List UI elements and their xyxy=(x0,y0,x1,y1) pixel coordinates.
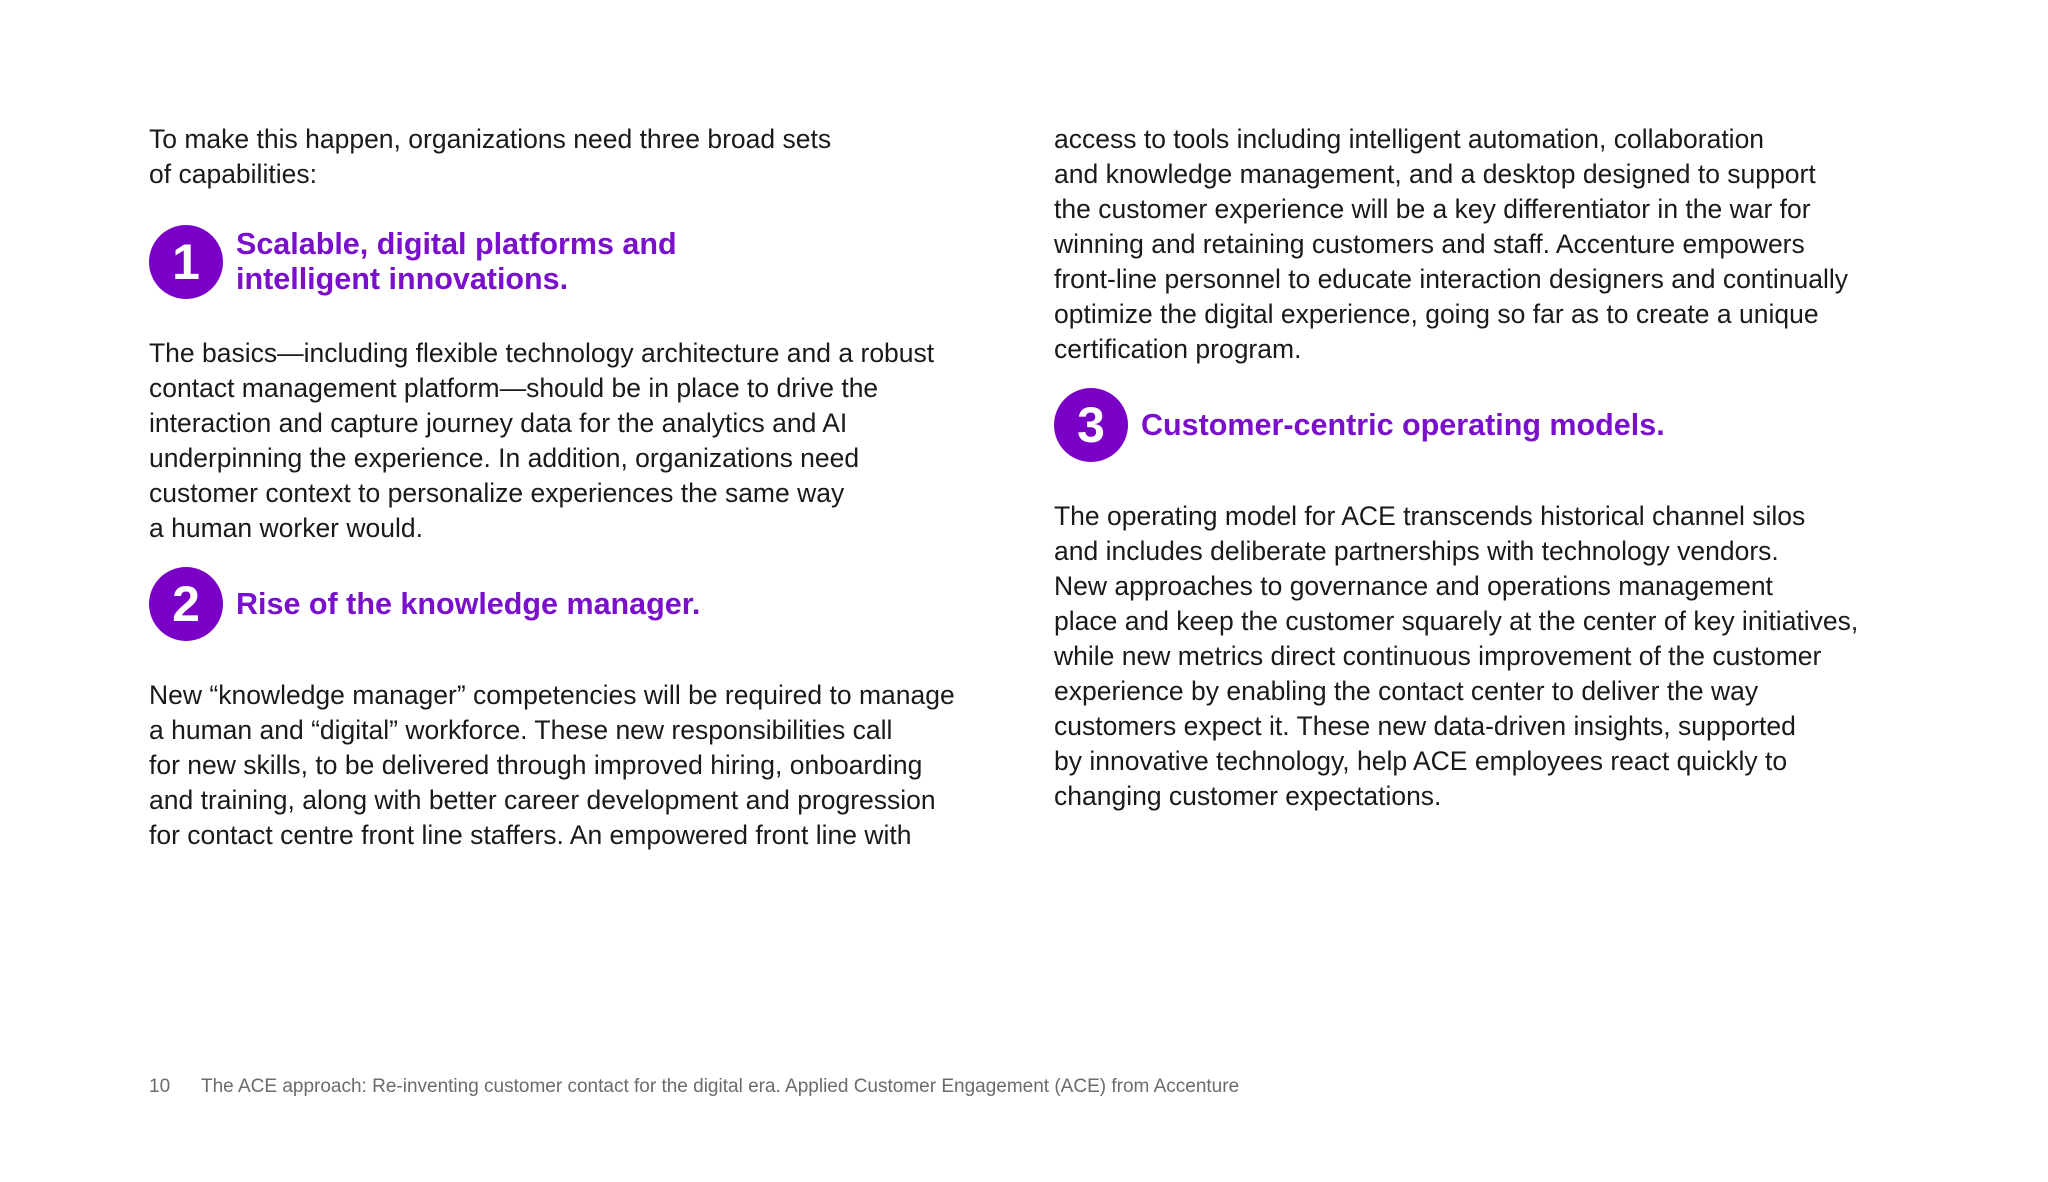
section-1-body xyxy=(149,336,1009,546)
page-number: 10 xyxy=(149,1076,171,1097)
section-1-title xyxy=(236,227,677,297)
body-line: customer context to personalize experiences the same way xyxy=(149,478,845,508)
body-line: optimize the digital experience, going so far as to create a unique xyxy=(1054,299,1819,329)
body-line: The basics—including flexible technology architecture and a robust xyxy=(149,338,935,368)
left-column xyxy=(149,122,1009,853)
body-line: and training, along with better career development and progression xyxy=(149,785,936,815)
section-3-title-line: Customer-centric operating models. xyxy=(1141,407,1665,442)
section-3-body xyxy=(1054,499,1914,814)
section-3-title xyxy=(1141,408,1665,443)
continued-paragraph xyxy=(1054,122,1914,367)
body-line: interaction and capture journey data for the analytics and AI xyxy=(149,408,848,438)
body-line: changing customer expectations. xyxy=(1054,781,1442,811)
body-line: experience by enabling the contact center to deliver the way xyxy=(1054,676,1759,706)
body-line: contact management platform—should be in place to drive the xyxy=(149,373,879,403)
intro-line: of capabilities: xyxy=(149,159,317,189)
section-2-title xyxy=(236,587,700,622)
body-line: New approaches to governance and operations management xyxy=(1054,571,1773,601)
body-line: and knowledge management, and a desktop designed to support xyxy=(1054,159,1816,189)
number-badge-1: 1 xyxy=(149,225,223,299)
section-2-heading xyxy=(149,567,1009,641)
body-line: front-line personnel to educate interaction designers and continually xyxy=(1054,264,1849,294)
body-line: customers expect it. These new data-driven insights, supported xyxy=(1054,711,1796,741)
intro-line: To make this happen, organizations need three broad sets xyxy=(149,124,832,154)
number-badge-2: 2 xyxy=(149,567,223,641)
page-footer xyxy=(149,1076,1239,1098)
section-1-heading xyxy=(149,225,1009,299)
body-line: by innovative technology, help ACE employees react quickly to xyxy=(1054,746,1788,776)
body-line: the customer experience will be a key differentiator in the war for xyxy=(1054,194,1811,224)
section-1-title-line: Scalable, digital platforms and xyxy=(236,227,677,261)
right-column xyxy=(1054,122,1914,814)
body-line: winning and retaining customers and staff. Accenture empowers xyxy=(1054,229,1805,259)
body-line: and includes deliberate partnerships with technology vendors. xyxy=(1054,536,1779,566)
body-line: for contact centre front line staffers. An empowered front line with xyxy=(149,820,912,850)
body-line: a human and “digital” workforce. These new responsibilities call xyxy=(149,715,893,745)
footer-text: The ACE approach: Re-inventing customer contact for the digital era. Applied Customer Engagement (ACE) from Accenture xyxy=(201,1076,1240,1097)
section-3-heading xyxy=(1054,388,1914,462)
body-line: for new skills, to be delivered through improved hiring, onboarding xyxy=(149,750,923,780)
section-2-title-line: Rise of the knowledge manager. xyxy=(236,586,701,621)
section-1-title-line: intelligent innovations. xyxy=(236,262,569,296)
body-line: a human worker would. xyxy=(149,513,423,543)
number-badge-3: 3 xyxy=(1054,388,1128,462)
intro-paragraph xyxy=(149,122,1009,192)
body-line: The operating model for ACE transcends historical channel silos xyxy=(1054,501,1806,531)
body-line: while new metrics direct continuous improvement of the customer xyxy=(1054,641,1822,671)
body-line: New “knowledge manager” competencies will be required to manage xyxy=(149,680,955,710)
body-line: underpinning the experience. In addition, organizations need xyxy=(149,443,860,473)
body-line: place and keep the customer squarely at the center of key initiatives, xyxy=(1054,606,1859,636)
body-line: certification program. xyxy=(1054,334,1302,364)
body-line: access to tools including intelligent automation, collaboration xyxy=(1054,124,1765,154)
section-2-body xyxy=(149,678,1009,853)
